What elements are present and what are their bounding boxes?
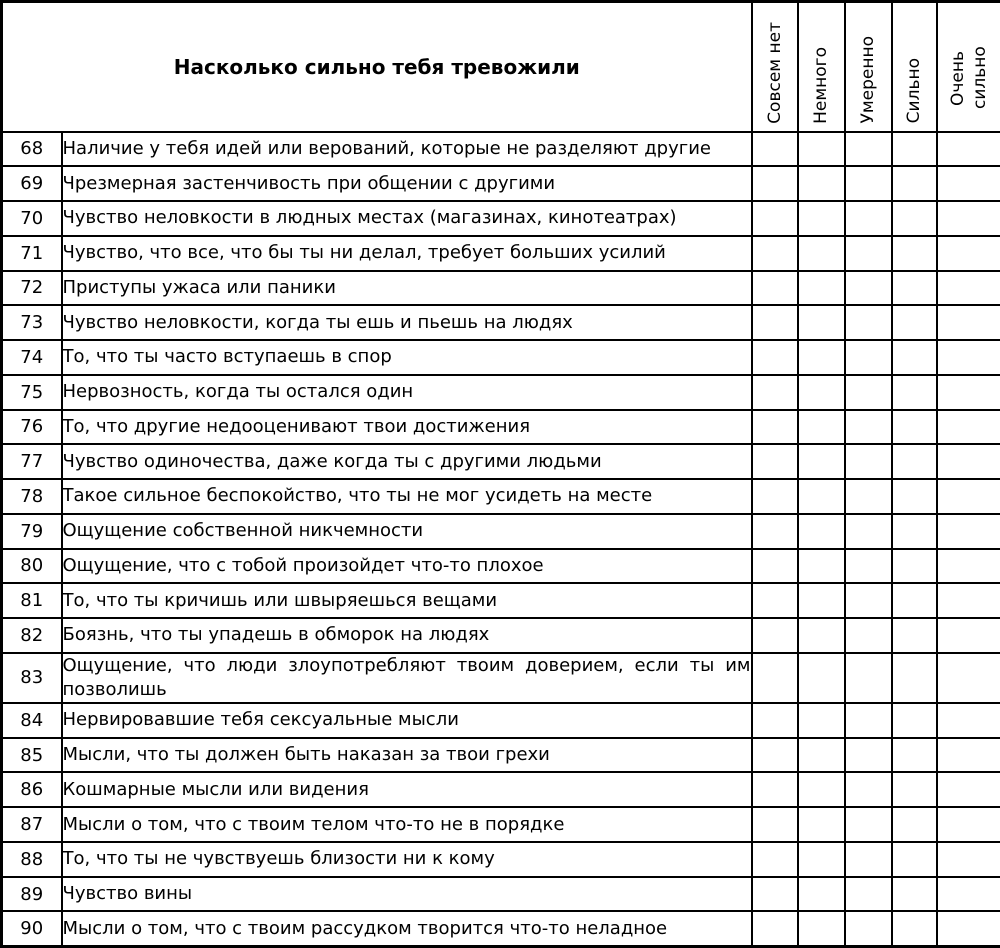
table-row: [2, 236, 1000, 271]
rating-cell-not-at-all[interactable]: [752, 807, 798, 842]
rating-cell-not-at-all[interactable]: [752, 653, 798, 703]
rating-cell-very-strongly[interactable]: [937, 201, 1000, 236]
rating-cell-not-at-all[interactable]: [752, 514, 798, 549]
rating-cell-strongly[interactable]: [892, 132, 937, 167]
rating-cell-very-strongly[interactable]: [937, 653, 1000, 703]
column-header-not-at-all: Совсем нет: [764, 21, 785, 124]
rating-cell-strongly[interactable]: [892, 514, 937, 549]
item-number: 83: [2, 653, 62, 703]
item-number: 89: [2, 877, 62, 912]
item-text: Ощущение, что с тобой произойдет что-то плохое: [62, 549, 752, 584]
rating-cell-a-little[interactable]: [798, 340, 845, 375]
column-header-very-strongly-cell: [937, 2, 1000, 132]
table-row: [2, 703, 1000, 738]
table-row: [2, 911, 1000, 946]
item-text: Боязнь, что ты упадешь в обморок на людях: [62, 618, 752, 653]
rating-cell-a-little[interactable]: [798, 305, 845, 340]
rating-cell-a-little[interactable]: [798, 583, 845, 618]
rating-cell-not-at-all[interactable]: [752, 410, 798, 445]
rating-cell-strongly[interactable]: [892, 201, 937, 236]
item-number: 82: [2, 618, 62, 653]
rating-cell-not-at-all[interactable]: [752, 911, 798, 946]
rating-cell-very-strongly[interactable]: [937, 271, 1000, 306]
item-text: Мысли о том, что с твоим рассудком творится что-то неладное: [62, 911, 752, 946]
rating-cell-strongly[interactable]: [892, 738, 937, 773]
rating-cell-moderately[interactable]: [845, 911, 892, 946]
rating-cell-moderately[interactable]: [845, 549, 892, 584]
rating-cell-not-at-all[interactable]: [752, 340, 798, 375]
item-text: Чувство одиночества, даже когда ты с другими людьми: [62, 444, 752, 479]
rating-cell-strongly[interactable]: [892, 618, 937, 653]
table-row: [2, 618, 1000, 653]
rating-cell-very-strongly[interactable]: [937, 703, 1000, 738]
rating-cell-strongly[interactable]: [892, 305, 937, 340]
item-number: 81: [2, 583, 62, 618]
item-text: То, что ты кричишь или швыряешься вещами: [62, 583, 752, 618]
item-number: 76: [2, 410, 62, 445]
rating-cell-moderately[interactable]: [845, 807, 892, 842]
item-text: Кошмарные мысли или видения: [62, 772, 752, 807]
rating-cell-strongly[interactable]: [892, 271, 937, 306]
rating-cell-a-little[interactable]: [798, 410, 845, 445]
rating-cell-moderately[interactable]: [845, 201, 892, 236]
rating-cell-a-little[interactable]: [798, 271, 845, 306]
rating-cell-a-little[interactable]: [798, 911, 845, 946]
table-row: [2, 549, 1000, 584]
rating-cell-not-at-all[interactable]: [752, 201, 798, 236]
item-text: Нервозность, когда ты остался один: [62, 375, 752, 410]
rating-cell-moderately[interactable]: [845, 583, 892, 618]
rating-cell-moderately[interactable]: [845, 271, 892, 306]
item-text: Чувство неловкости, когда ты ешь и пьешь на людях: [62, 305, 752, 340]
item-text: То, что ты часто вступаешь в спор: [62, 340, 752, 375]
rating-cell-strongly[interactable]: [892, 911, 937, 946]
table-row: [2, 271, 1000, 306]
item-text: Чувство вины: [62, 877, 752, 912]
rating-cell-a-little[interactable]: [798, 653, 845, 703]
table-row: [2, 410, 1000, 445]
rating-cell-very-strongly[interactable]: [937, 166, 1000, 201]
table-row: [2, 653, 1000, 703]
rating-cell-moderately[interactable]: [845, 305, 892, 340]
table-row: [2, 583, 1000, 618]
table-row: [2, 738, 1000, 773]
rating-cell-a-little[interactable]: [798, 479, 845, 514]
item-text: То, что ты не чувствуешь близости ни к кому: [62, 842, 752, 877]
item-number: 79: [2, 514, 62, 549]
rating-cell-not-at-all[interactable]: [752, 618, 798, 653]
rating-cell-strongly[interactable]: [892, 444, 937, 479]
rating-cell-very-strongly[interactable]: [937, 410, 1000, 445]
rating-cell-a-little[interactable]: [798, 375, 845, 410]
item-text: Такое сильное беспокойство, что ты не мог усидеть на месте: [62, 479, 752, 514]
rating-cell-not-at-all[interactable]: [752, 236, 798, 271]
item-text: Нервировавшие тебя сексуальные мысли: [62, 703, 752, 738]
item-number: 84: [2, 703, 62, 738]
column-header-very-strongly: Очень сильно: [947, 46, 990, 109]
column-header-not-at-all-cell: [752, 2, 798, 132]
item-number: 87: [2, 807, 62, 842]
rating-cell-moderately[interactable]: [845, 877, 892, 912]
table-row: [2, 305, 1000, 340]
rating-cell-very-strongly[interactable]: [937, 444, 1000, 479]
rating-cell-a-little[interactable]: [798, 549, 845, 584]
item-text: Приступы ужаса или паники: [62, 271, 752, 306]
table-row: [2, 842, 1000, 877]
column-header-moderately: Умеренно: [858, 35, 879, 124]
rating-cell-moderately[interactable]: [845, 444, 892, 479]
rating-cell-very-strongly[interactable]: [937, 738, 1000, 773]
table-row: [2, 444, 1000, 479]
rating-cell-strongly[interactable]: [892, 877, 937, 912]
rating-cell-not-at-all[interactable]: [752, 375, 798, 410]
rating-cell-very-strongly[interactable]: [937, 514, 1000, 549]
rating-cell-a-little[interactable]: [798, 444, 845, 479]
rating-cell-moderately[interactable]: [845, 236, 892, 271]
item-number: 73: [2, 305, 62, 340]
table-row: [2, 166, 1000, 201]
rating-cell-moderately[interactable]: [845, 618, 892, 653]
item-number: 69: [2, 166, 62, 201]
rating-cell-not-at-all[interactable]: [752, 479, 798, 514]
item-number: 72: [2, 271, 62, 306]
rating-cell-not-at-all[interactable]: [752, 132, 798, 167]
rating-cell-not-at-all[interactable]: [752, 772, 798, 807]
rating-cell-strongly[interactable]: [892, 236, 937, 271]
item-number: 86: [2, 772, 62, 807]
rating-cell-a-little[interactable]: [798, 772, 845, 807]
rating-cell-not-at-all[interactable]: [752, 842, 798, 877]
rating-cell-very-strongly[interactable]: [937, 236, 1000, 271]
table-row: [2, 340, 1000, 375]
rating-cell-very-strongly[interactable]: [937, 375, 1000, 410]
column-header-strongly-cell: [892, 2, 937, 132]
table-row: [2, 132, 1000, 167]
rating-cell-very-strongly[interactable]: [937, 618, 1000, 653]
item-number: 74: [2, 340, 62, 375]
rating-cell-a-little[interactable]: [798, 201, 845, 236]
rating-cell-a-little[interactable]: [798, 877, 845, 912]
item-number: 77: [2, 444, 62, 479]
rating-cell-a-little[interactable]: [798, 514, 845, 549]
rating-cell-moderately[interactable]: [845, 375, 892, 410]
rating-cell-not-at-all[interactable]: [752, 583, 798, 618]
item-number: 90: [2, 911, 62, 946]
table-title: Насколько сильно тебя тревожили: [2, 2, 752, 132]
rating-cell-a-little[interactable]: [798, 807, 845, 842]
table-row: [2, 375, 1000, 410]
rating-cell-strongly[interactable]: [892, 653, 937, 703]
item-text: Мысли о том, что с твоим телом что-то не в порядке: [62, 807, 752, 842]
rating-cell-strongly[interactable]: [892, 410, 937, 445]
rating-cell-strongly[interactable]: [892, 807, 937, 842]
rating-cell-moderately[interactable]: [845, 703, 892, 738]
rating-cell-very-strongly[interactable]: [937, 842, 1000, 877]
column-header-a-little: Немного: [811, 46, 832, 124]
item-text: Ощущение собственной никчемности: [62, 514, 752, 549]
rating-cell-very-strongly[interactable]: [937, 772, 1000, 807]
rating-cell-a-little[interactable]: [798, 618, 845, 653]
rating-cell-strongly[interactable]: [892, 772, 937, 807]
rating-cell-a-little[interactable]: [798, 166, 845, 201]
rating-cell-very-strongly[interactable]: [937, 877, 1000, 912]
item-number: 71: [2, 236, 62, 271]
item-text: Чрезмерная застенчивость при общении с другими: [62, 166, 752, 201]
rating-cell-very-strongly[interactable]: [937, 132, 1000, 167]
column-header-strongly: Сильно: [904, 58, 925, 124]
item-text: Чувство неловкости в людных местах (магазинах, кинотеатрах): [62, 201, 752, 236]
item-text: Мысли, что ты должен быть наказан за твои грехи: [62, 738, 752, 773]
rating-cell-a-little[interactable]: [798, 842, 845, 877]
rating-cell-strongly[interactable]: [892, 842, 937, 877]
rating-cell-moderately[interactable]: [845, 410, 892, 445]
rating-cell-not-at-all[interactable]: [752, 703, 798, 738]
rating-cell-moderately[interactable]: [845, 479, 892, 514]
rating-cell-very-strongly[interactable]: [937, 583, 1000, 618]
rating-cell-a-little[interactable]: [798, 236, 845, 271]
column-header-moderately-cell: [845, 2, 892, 132]
item-number: 68: [2, 132, 62, 167]
rating-cell-moderately[interactable]: [845, 132, 892, 167]
rating-cell-very-strongly[interactable]: [937, 479, 1000, 514]
rating-cell-a-little[interactable]: [798, 132, 845, 167]
rating-cell-strongly[interactable]: [892, 166, 937, 201]
rating-cell-strongly[interactable]: [892, 583, 937, 618]
item-text: Чувство, что все, что бы ты ни делал, требует больших усилий: [62, 236, 752, 271]
table-row: [2, 201, 1000, 236]
item-number: 80: [2, 549, 62, 584]
column-header-a-little-cell: [798, 2, 845, 132]
rating-cell-not-at-all[interactable]: [752, 166, 798, 201]
rating-cell-strongly[interactable]: [892, 340, 937, 375]
rating-cell-very-strongly[interactable]: [937, 305, 1000, 340]
rating-cell-very-strongly[interactable]: [937, 340, 1000, 375]
table-row: [2, 772, 1000, 807]
table-row: [2, 479, 1000, 514]
rating-cell-not-at-all[interactable]: [752, 549, 798, 584]
rating-cell-a-little[interactable]: [798, 738, 845, 773]
rating-cell-strongly[interactable]: [892, 375, 937, 410]
rating-cell-not-at-all[interactable]: [752, 305, 798, 340]
table-row: [2, 807, 1000, 842]
rating-cell-strongly[interactable]: [892, 479, 937, 514]
rating-cell-strongly[interactable]: [892, 703, 937, 738]
rating-cell-not-at-all[interactable]: [752, 738, 798, 773]
rating-cell-moderately[interactable]: [845, 166, 892, 201]
item-number: 75: [2, 375, 62, 410]
rating-cell-very-strongly[interactable]: [937, 911, 1000, 946]
rating-cell-moderately[interactable]: [845, 340, 892, 375]
rating-cell-moderately[interactable]: [845, 738, 892, 773]
rating-cell-very-strongly[interactable]: [937, 549, 1000, 584]
rating-cell-not-at-all[interactable]: [752, 444, 798, 479]
rating-cell-moderately[interactable]: [845, 514, 892, 549]
item-number: 88: [2, 842, 62, 877]
item-text: Ощущение, что люди злоупотребляют твоим доверием, если ты им позволишь: [62, 653, 752, 703]
rating-cell-moderately[interactable]: [845, 842, 892, 877]
table-row: [2, 514, 1000, 549]
question-rows: [2, 132, 1000, 947]
rating-cell-not-at-all[interactable]: [752, 877, 798, 912]
item-text: То, что другие недооценивают твои достижения: [62, 410, 752, 445]
rating-cell-moderately[interactable]: [845, 653, 892, 703]
rating-cell-not-at-all[interactable]: [752, 271, 798, 306]
item-number: 85: [2, 738, 62, 773]
rating-cell-strongly[interactable]: [892, 549, 937, 584]
table-row: [2, 877, 1000, 912]
rating-cell-moderately[interactable]: [845, 772, 892, 807]
item-number: 70: [2, 201, 62, 236]
item-text: Наличие у тебя идей или верований, которые не разделяют другие: [62, 132, 752, 167]
header-row: [2, 2, 1000, 132]
rating-cell-a-little[interactable]: [798, 703, 845, 738]
rating-cell-very-strongly[interactable]: [937, 807, 1000, 842]
item-number: 78: [2, 479, 62, 514]
